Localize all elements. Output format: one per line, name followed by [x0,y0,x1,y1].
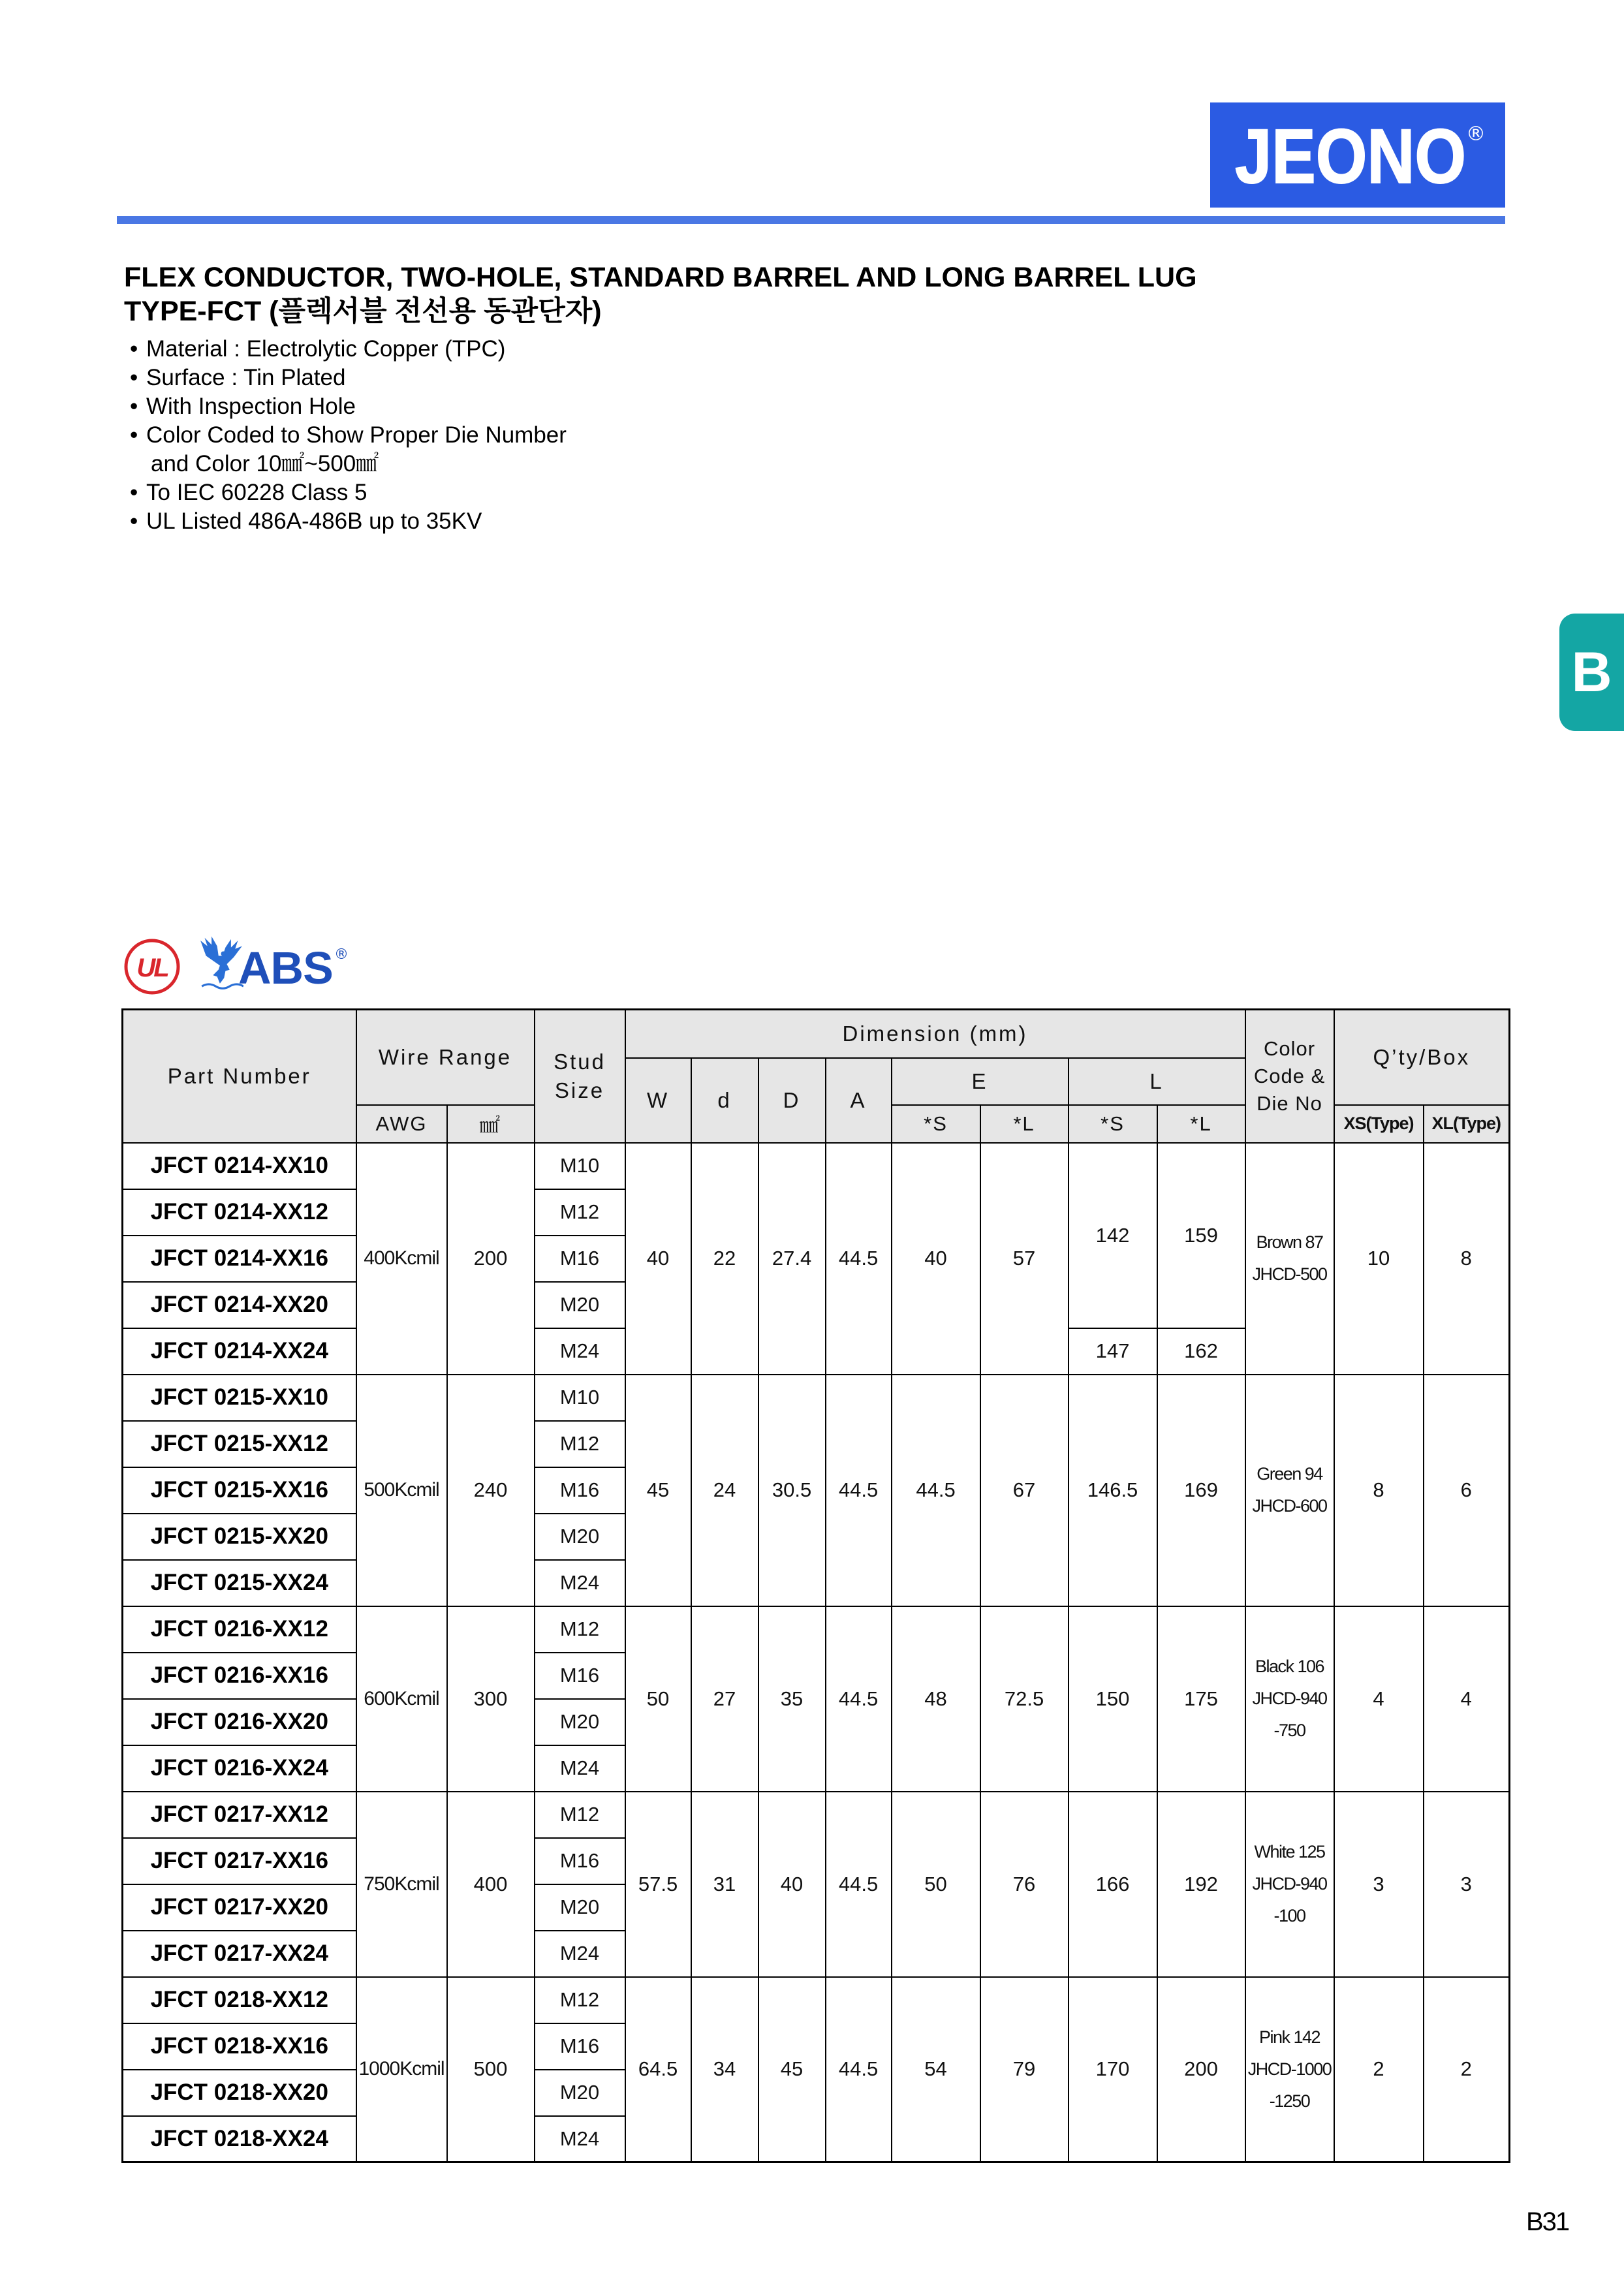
stud-size-cell: M20 [535,1699,625,1745]
part-number-cell: JFCT 0216-XX16 [123,1653,356,1699]
header-e-s: *S [892,1105,980,1143]
qty-xl-cell: 8 [1424,1143,1510,1375]
d-cell: 27 [691,1606,758,1792]
stud-size-cell: M20 [535,1884,625,1931]
d-cell: 34 [691,1977,758,2162]
e-s-cell: 54 [892,1977,980,2162]
header-part-number: Part Number [123,1010,356,1143]
color-code-cell [1245,1977,1334,2162]
header-rule [117,216,1505,224]
big-d-cell: 40 [758,1792,826,1977]
stud-size-cell: M24 [535,2116,625,2162]
color-code-line: JHCD-600 [1252,1496,1327,1516]
stud-size-cell: M16 [535,1653,625,1699]
header-mm2: ㎟ [447,1105,535,1143]
header-e-l: *L [980,1105,1069,1143]
w-cell: 40 [625,1143,691,1375]
color-code-line: Pink 142 [1259,2027,1320,2047]
bullet: • [130,422,138,448]
feature-text: Color Coded to Show Proper Die Number [146,422,567,448]
l-l-cell: 162 [1157,1328,1245,1375]
color-code-cell [1245,1143,1334,1375]
header-l-l: *L [1157,1105,1245,1143]
title-line-2: TYPE-FCT (플렉서블 전선용 동관단자) [124,296,602,327]
brand-logo-text: JEONO [1235,114,1467,200]
table-row [123,1606,1510,1653]
feature-item [130,364,567,392]
stud-size-cell: M16 [535,1467,625,1514]
header-qty-xl: XL(Type) [1424,1105,1510,1143]
feature-item [130,335,567,364]
color-code-line: JHCD-1000 [1247,2059,1332,2079]
ul-logo-text: UL [136,954,168,982]
header-color-code-line: Code & [1253,1064,1326,1087]
stud-size-cell: M20 [535,1282,625,1328]
header-l: L [1069,1058,1245,1105]
a-cell: 44.5 [826,1143,892,1375]
header-d: d [691,1058,758,1143]
w-cell: 50 [625,1606,691,1792]
mm2-cell: 500 [447,1977,535,2162]
stud-size-cell: M10 [535,1143,625,1189]
awg-cell: 600Kcmil [356,1606,447,1792]
l-l-cell: 200 [1157,1977,1245,2162]
a-cell: 44.5 [826,1977,892,2162]
bullet: • [130,336,138,362]
header-qty-box: Q’ty/Box [1334,1010,1510,1105]
e-l-cell: 67 [980,1375,1069,1606]
table-row [123,1375,1510,1421]
part-number-cell: JFCT 0214-XX12 [123,1189,356,1236]
stud-size-cell: M12 [535,1606,625,1653]
color-code-line: -750 [1273,1721,1305,1740]
big-d-cell: 35 [758,1606,826,1792]
feature-list [130,335,567,536]
color-code-line: JHCD-940 [1252,1689,1327,1708]
brand-logo [1210,102,1505,208]
table-body [123,1143,1510,2162]
table-row [123,1792,1510,1838]
awg-cell: 750Kcmil [356,1792,447,1977]
qty-xl-cell: 2 [1424,1977,1510,2162]
abs-logo-text: ABS [238,943,333,993]
page-number: B31 [1526,2207,1569,2236]
e-s-cell: 48 [892,1606,980,1792]
part-number-cell: JFCT 0216-XX20 [123,1699,356,1745]
feature-item [130,478,567,507]
qty-xs-cell: 2 [1334,1977,1424,2162]
e-s-cell: 50 [892,1792,980,1977]
l-s-cell: 147 [1069,1328,1157,1375]
registered-mark: ® [1466,123,1486,146]
qty-xs-cell: 3 [1334,1792,1424,1977]
big-d-cell: 27.4 [758,1143,826,1375]
part-number-cell: JFCT 0217-XX16 [123,1838,356,1884]
header-stud-size-line: Stud [554,1049,606,1074]
part-number-cell: JFCT 0214-XX16 [123,1236,356,1282]
page-title [124,260,1197,328]
feature-text: and Color 10㎟~500㎟ [151,451,379,476]
stud-size-cell: M16 [535,1236,625,1282]
header-stud-size-line: Size [554,1078,605,1102]
table-row [123,1977,1510,2023]
bullet: • [130,480,138,505]
feature-item [130,421,567,450]
stud-size-cell: M24 [535,1328,625,1375]
header-wire-range: Wire Range [356,1010,535,1105]
color-code-line: Brown 87 [1256,1232,1323,1252]
color-code-line: Green 94 [1257,1464,1322,1484]
part-number-cell: JFCT 0214-XX20 [123,1282,356,1328]
section-tab: B [1559,614,1624,731]
stud-size-cell: M12 [535,1421,625,1467]
qty-xs-cell: 10 [1334,1143,1424,1375]
qty-xl-cell: 4 [1424,1606,1510,1792]
color-code-cell [1245,1792,1334,1977]
color-code-line: -100 [1273,1906,1305,1925]
title-line-1: FLEX CONDUCTOR, TWO-HOLE, STANDARD BARREL AND LONG BARREL LUG [124,262,1197,293]
header-dimension: Dimension (mm) [625,1010,1245,1058]
l-s-cell: 142 [1069,1143,1157,1328]
stud-size-cell: M20 [535,1514,625,1560]
e-l-cell: 76 [980,1792,1069,1977]
part-number-cell: JFCT 0214-XX10 [123,1143,356,1189]
mm2-cell: 200 [447,1143,535,1375]
header-color-code [1245,1010,1334,1143]
header-stud-size [535,1010,625,1143]
feature-text: UL Listed 486A-486B up to 35KV [146,508,482,534]
w-cell: 64.5 [625,1977,691,2162]
part-number-cell: JFCT 0218-XX24 [123,2116,356,2162]
header-row [123,1010,1510,1058]
part-number-cell: JFCT 0216-XX24 [123,1745,356,1792]
mm2-cell: 400 [447,1792,535,1977]
qty-xs-cell: 4 [1334,1606,1424,1792]
e-l-cell: 57 [980,1143,1069,1375]
mm2-cell: 300 [447,1606,535,1792]
stud-size-cell: M20 [535,2070,625,2116]
d-cell: 22 [691,1143,758,1375]
header-color-code-line: Die No [1257,1091,1322,1115]
color-code-line: JHCD-940 [1252,1874,1327,1894]
e-s-cell: 44.5 [892,1375,980,1606]
color-code-line: Black 106 [1255,1657,1324,1676]
ul-logo-icon [121,936,183,997]
abs-eagle-icon [199,935,243,991]
stud-size-cell: M16 [535,1838,625,1884]
header-a: A [826,1058,892,1143]
part-number-cell: JFCT 0215-XX10 [123,1375,356,1421]
mm2-cell: 240 [447,1375,535,1606]
stud-size-cell: M10 [535,1375,625,1421]
stud-size-cell: M24 [535,1931,625,1977]
e-s-cell: 40 [892,1143,980,1375]
part-number-cell: JFCT 0218-XX16 [123,2023,356,2070]
header-w: W [625,1058,691,1143]
a-cell: 44.5 [826,1792,892,1977]
part-number-cell: JFCT 0217-XX24 [123,1931,356,1977]
awg-cell: 400Kcmil [356,1143,447,1375]
color-code-line: White 125 [1254,1842,1325,1862]
color-code-line: JHCD-500 [1252,1264,1327,1284]
feature-text: Material : Electrolytic Copper (TPC) [146,336,506,362]
header-awg: AWG [356,1105,447,1143]
stud-size-cell: M24 [535,1560,625,1606]
product-spec-table [121,1008,1510,2163]
l-l-cell: 159 [1157,1143,1245,1328]
feature-text: With Inspection Hole [146,394,356,419]
feature-text: To IEC 60228 Class 5 [146,480,367,505]
stud-size-cell: M24 [535,1745,625,1792]
l-s-cell: 150 [1069,1606,1157,1792]
part-number-cell: JFCT 0215-XX16 [123,1467,356,1514]
feature-item [130,392,567,421]
header-l-s: *S [1069,1105,1157,1143]
big-d-cell: 45 [758,1977,826,2162]
part-number-cell: JFCT 0215-XX12 [123,1421,356,1467]
l-s-cell: 170 [1069,1977,1157,2162]
header-qty-xs: XS(Type) [1334,1105,1424,1143]
w-cell: 45 [625,1375,691,1606]
part-number-cell: JFCT 0214-XX24 [123,1328,356,1375]
qty-xl-cell: 3 [1424,1792,1510,1977]
l-s-cell: 146.5 [1069,1375,1157,1606]
l-l-cell: 192 [1157,1792,1245,1977]
feature-item-continuation [130,450,567,478]
bullet-spacer [130,450,146,478]
awg-cell: 1000Kcmil [356,1977,447,2162]
bullet: • [130,394,138,419]
feature-item [130,507,567,536]
part-number-cell: JFCT 0217-XX12 [123,1792,356,1838]
part-number-cell: JFCT 0218-XX20 [123,2070,356,2116]
color-code-cell [1245,1375,1334,1606]
color-code-cell [1245,1606,1334,1792]
header-color-code-line: Color [1264,1036,1316,1060]
header-e: E [892,1058,1069,1105]
d-cell: 24 [691,1375,758,1606]
part-number-cell: JFCT 0215-XX20 [123,1514,356,1560]
e-l-cell: 72.5 [980,1606,1069,1792]
l-s-cell: 166 [1069,1792,1157,1977]
big-d-cell: 30.5 [758,1375,826,1606]
part-number-cell: JFCT 0216-XX12 [123,1606,356,1653]
color-code-line: -1250 [1269,2091,1310,2111]
qty-xl-cell: 6 [1424,1375,1510,1606]
part-number-cell: JFCT 0217-XX20 [123,1884,356,1931]
a-cell: 44.5 [826,1606,892,1792]
e-l-cell: 79 [980,1977,1069,2162]
header-big-d: D [758,1058,826,1143]
abs-registered-mark: ® [334,946,349,963]
stud-size-cell: M12 [535,1792,625,1838]
part-number-cell: JFCT 0218-XX12 [123,1977,356,2023]
bullet: • [130,508,138,534]
w-cell: 57.5 [625,1792,691,1977]
qty-xs-cell: 8 [1334,1375,1424,1606]
stud-size-cell: M16 [535,2023,625,2070]
l-l-cell: 169 [1157,1375,1245,1606]
a-cell: 44.5 [826,1375,892,1606]
awg-cell: 500Kcmil [356,1375,447,1606]
stud-size-cell: M12 [535,1189,625,1236]
bullet: • [130,365,138,390]
feature-text: Surface : Tin Plated [146,365,346,390]
table-row [123,1143,1510,1189]
part-number-cell: JFCT 0215-XX24 [123,1560,356,1606]
stud-size-cell: M12 [535,1977,625,2023]
d-cell: 31 [691,1792,758,1977]
l-l-cell: 175 [1157,1606,1245,1792]
